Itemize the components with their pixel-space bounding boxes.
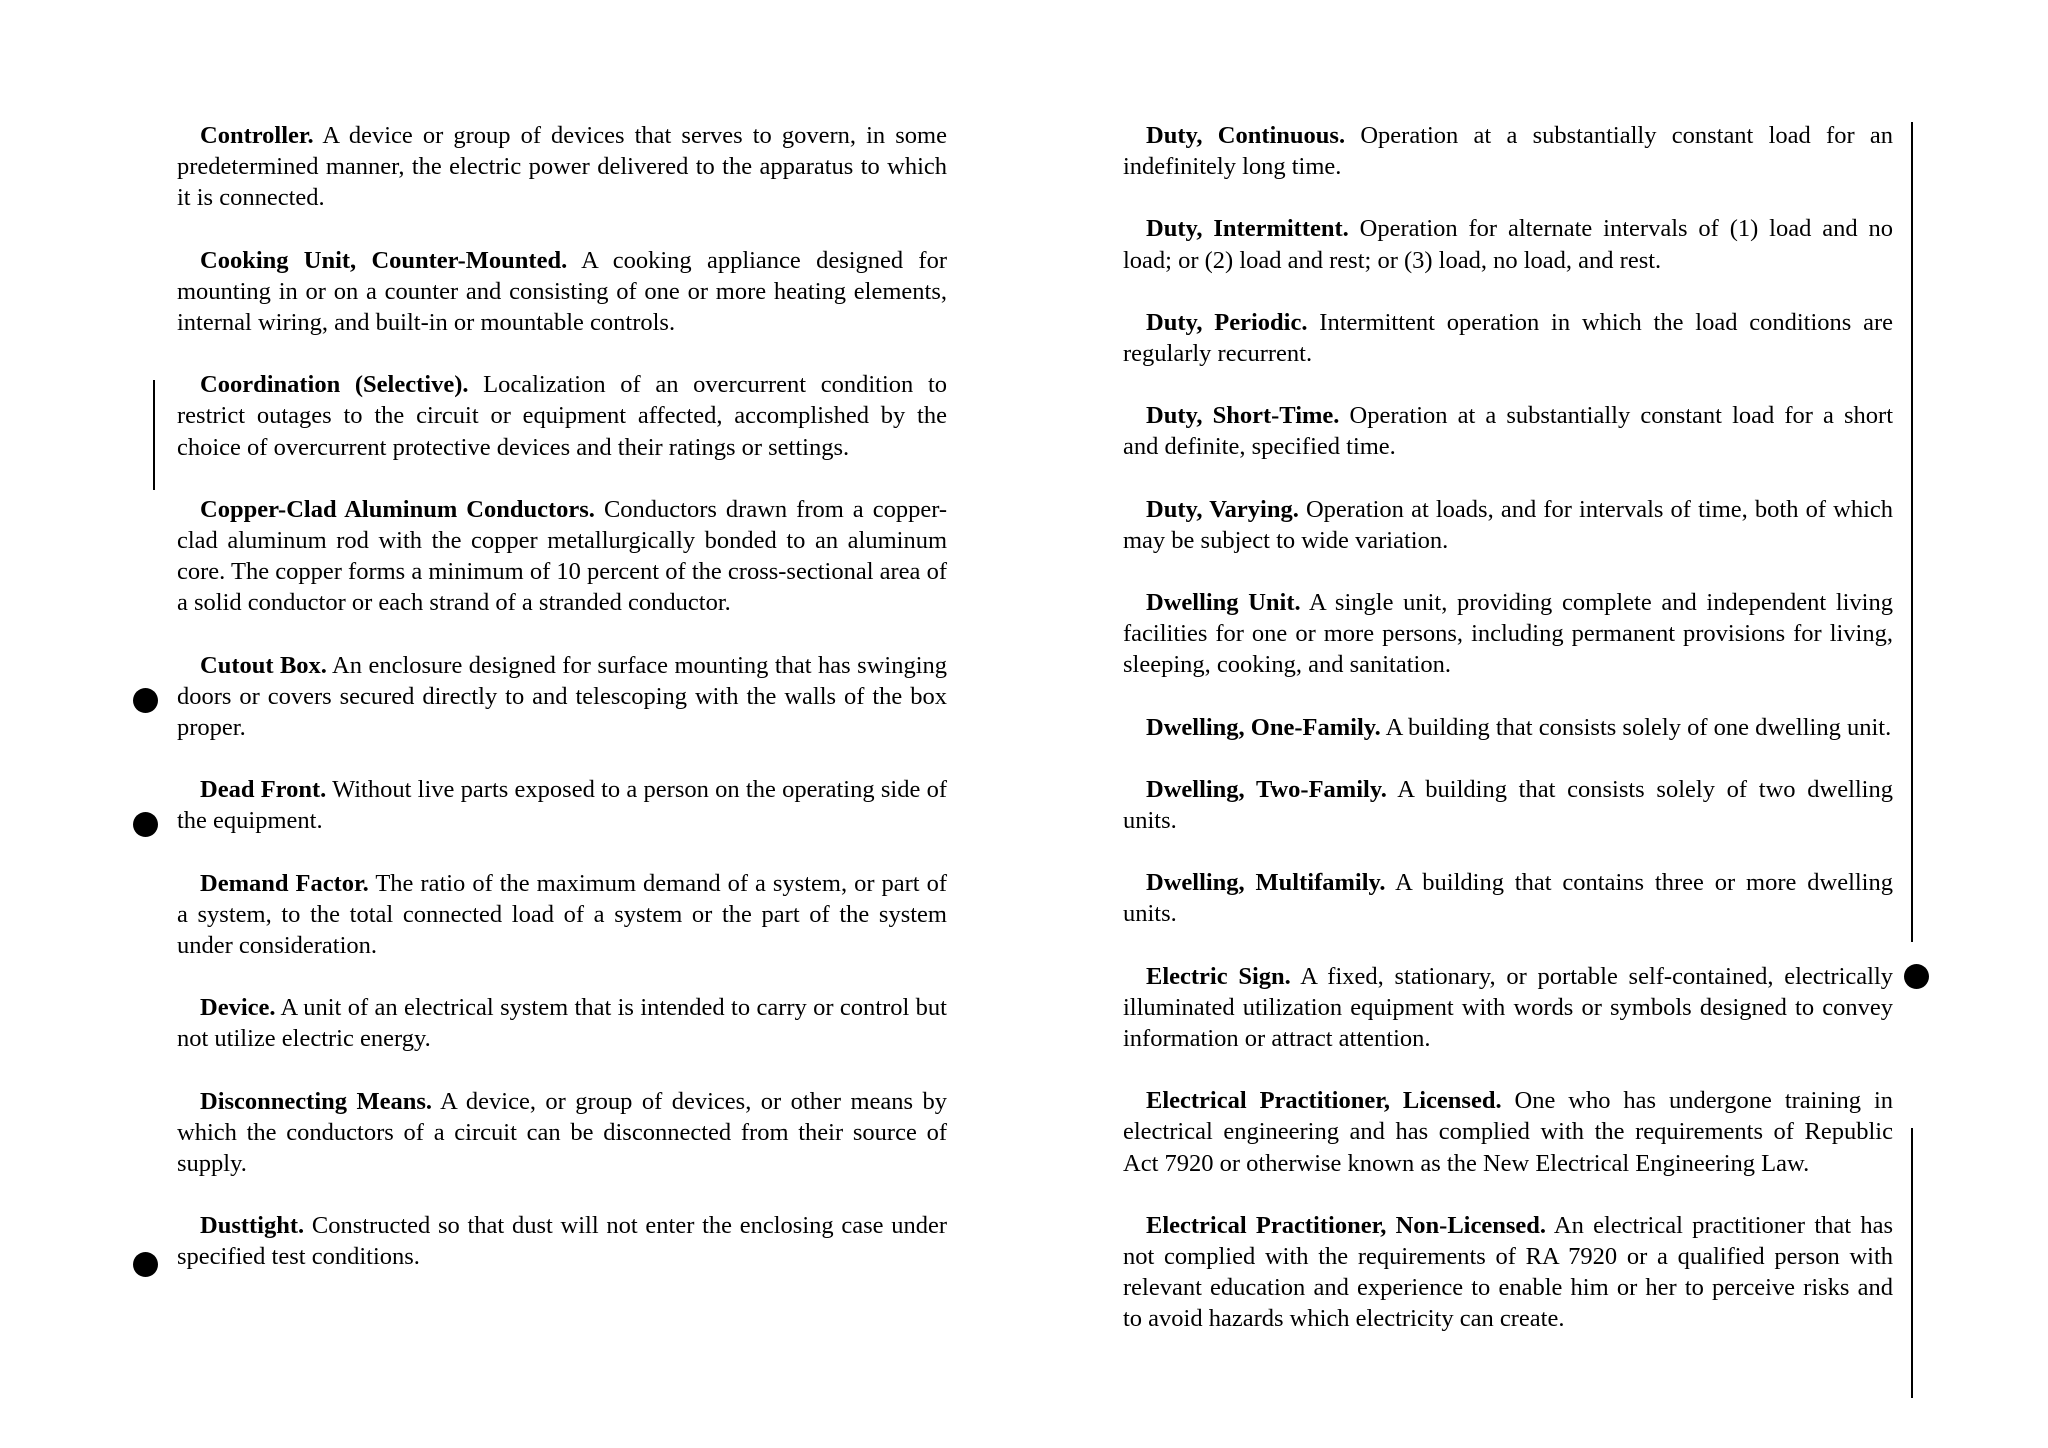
definition-term: Coordination (Selective).	[200, 371, 469, 399]
revision-change-bar	[153, 380, 155, 490]
definition-text: One who has undergone training in electrical engineering and has complied with the requirements of Republic Act 7920 or otherwise known as the New Electrical Engineering Law.	[1123, 1087, 1893, 1177]
definition-entry	[1123, 587, 1893, 681]
definition-text: Operation at a substantially constant load for an indefinitely long time.	[1123, 122, 1893, 181]
definition-entry	[1123, 712, 1893, 743]
definition-term: Electrical Practitioner, Non-Licensed.	[1146, 1211, 1546, 1239]
definition-text: Conductors drawn from a copper-clad aluminum rod with the copper metallurgically bonded to an aluminum core. The copper forms a minimum of 10 percent of the cross-sectional area of a solid conductor or each strand of a stranded conductor.	[177, 495, 948, 617]
definition-term: Dusttight.	[200, 1212, 305, 1240]
definition-term: Duty, Continuous.	[1146, 122, 1346, 149]
definition-term: Dwelling, Two-Family.	[1146, 775, 1387, 803]
definition-term: Duty, Periodic.	[1146, 308, 1308, 336]
definition-entry	[177, 1086, 947, 1180]
definition-text: A building that consists solely of two dwelling units.	[1123, 775, 1893, 835]
definition-text: Intermittent operation in which the load conditions are regularly recurrent.	[1123, 308, 1893, 368]
definition-entry	[177, 494, 947, 619]
revision-bullet-marker	[133, 688, 158, 713]
definition-entry	[1123, 961, 1893, 1055]
revision-change-bar	[1911, 1128, 1913, 1398]
definition-text: A cooking appliance designed for mounting in or on a counter and consisting of one or more heating elements, internal wiring, and built-in or mountable controls.	[177, 246, 948, 337]
definition-entry	[1123, 1210, 1893, 1335]
definition-text: The ratio of the maximum demand of a system, or part of a system, to the total connected load of a system or the part of the system under consideration.	[177, 869, 947, 960]
definition-term: Electric Sign.	[1146, 962, 1291, 990]
definition-entry	[177, 868, 947, 962]
definition-term: Duty, Varying.	[1146, 495, 1299, 523]
definition-entry	[177, 650, 947, 744]
definition-term: Controller.	[200, 122, 314, 149]
definition-entry	[1123, 120, 1893, 182]
definition-text: A building that consists solely of one dwelling unit.	[1385, 713, 1892, 741]
definition-term: Dwelling, Multifamily.	[1146, 869, 1386, 897]
definition-term: Demand Factor.	[200, 869, 369, 897]
definition-entry	[177, 774, 947, 836]
definition-term: Electrical Practitioner, Licensed.	[1146, 1087, 1502, 1115]
definition-term: Duty, Intermittent.	[1146, 215, 1349, 243]
definition-entry	[177, 1210, 947, 1272]
definition-text: A single unit, providing complete and independent living facilities for one or more persons, including permanent provisions for living, sleeping, cooking, and sanitation.	[1123, 589, 1893, 679]
definition-entry	[177, 992, 947, 1054]
definition-text: An electrical practitioner that has not complied with the requirements of RA 7920 or a qualified person with relevant education and experience to enable him or her to perceive risks and to avoid hazards which electricity can create.	[1123, 1211, 1893, 1333]
definition-entry	[1123, 494, 1893, 556]
definition-text: A device, or group of devices, or other means by which the conductors of a circuit can be disconnected from their source of supply.	[177, 1087, 947, 1178]
definition-text: A building that contains three or more dwelling units.	[1123, 869, 1893, 928]
definition-text: Operation at loads, and for intervals of time, both of which may be subject to wide variation.	[1123, 495, 1894, 554]
definition-text: Without live parts exposed to a person on the operating side of the equipment.	[177, 776, 947, 835]
definition-term: Duty, Short-Time.	[1146, 402, 1340, 430]
definition-text: Operation at a substantially constant load for a short and definite, specified time.	[1123, 402, 1893, 461]
definition-term: Disconnecting Means.	[200, 1087, 432, 1115]
definition-entry	[1123, 774, 1893, 836]
definition-term: Cooking Unit, Counter-Mounted.	[200, 246, 568, 274]
revision-bullet-marker	[1904, 964, 1929, 989]
revision-bullet-marker	[133, 1252, 158, 1277]
definition-text: An enclosure designed for surface mounting that has swinging doors or covers secured directly to and telescoping with the walls of the box proper.	[177, 651, 948, 742]
definition-entry	[1123, 213, 1893, 275]
definition-text: A unit of an electrical system that is intended to carry or control but not utilize electric energy.	[177, 994, 947, 1053]
revision-bullet-marker	[133, 812, 158, 837]
definition-term: Dead Front.	[200, 776, 327, 804]
definition-text: Constructed so that dust will not enter the enclosing case under specified test conditions.	[177, 1212, 948, 1271]
definition-entry	[1123, 307, 1893, 369]
revision-change-bar	[1911, 122, 1913, 942]
definition-term: Cutout Box.	[200, 651, 327, 679]
definition-term: Dwelling, One-Family.	[1146, 713, 1381, 741]
definition-entry	[177, 120, 947, 214]
definition-entry	[177, 245, 947, 339]
definition-entry	[1123, 867, 1893, 929]
definition-entry	[177, 369, 947, 463]
definition-text: A device or group of devices that serves to govern, in some predetermined manner, the electric power delivered to the apparatus to which it is connected.	[177, 122, 947, 212]
definition-term: Device.	[200, 994, 276, 1022]
definition-entry	[1123, 400, 1893, 462]
definition-term: Copper-Clad Aluminum Conductors.	[200, 495, 595, 523]
definition-text: A fixed, stationary, or portable self-contained, electrically illuminated utilization equipment with words or symbols designed to convey information or attract attention.	[1123, 962, 1894, 1053]
definition-text: Operation for alternate intervals of (1) load and no load; or (2) load and rest; or (3) load, no load, and rest.	[1123, 215, 1893, 274]
definition-text: Localization of an overcurrent condition to restrict outages to the circuit or equipment affected, accomplished by the choice of overcurrent protective devices and their ratings or settings.	[177, 371, 947, 461]
right-column	[1123, 120, 1893, 1366]
definition-entry	[1123, 1085, 1893, 1179]
definition-term: Dwelling Unit.	[1146, 589, 1301, 617]
left-column	[177, 120, 947, 1304]
